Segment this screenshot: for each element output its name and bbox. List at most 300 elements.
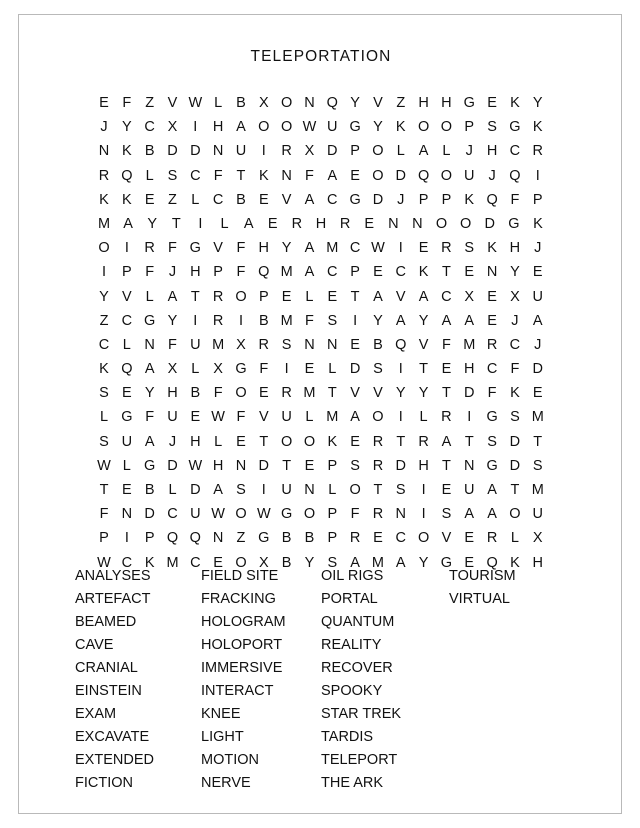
grid-cell[interactable]: E [464,264,475,281]
grid-cell[interactable]: L [191,191,200,208]
grid-cell[interactable]: Q [121,361,133,378]
grid-cell[interactable]: Q [258,264,270,281]
grid-cell[interactable]: V [213,240,223,257]
grid-cell[interactable]: R [418,433,429,450]
grid-cell[interactable]: Y [395,385,406,402]
grid-cell[interactable]: V [395,288,406,305]
grid-cell[interactable]: K [121,143,132,160]
grid-cell[interactable]: I [398,361,403,378]
grid-cell[interactable]: F [236,409,246,426]
grid-cell[interactable]: M [303,385,316,402]
grid-cell[interactable]: S [350,457,360,474]
grid-cell[interactable]: D [144,506,155,523]
grid-cell[interactable]: X [167,361,178,378]
grid-cell[interactable]: Y [304,554,315,571]
grid-cell[interactable]: A [144,361,155,378]
grid-cell[interactable]: E [418,240,429,257]
grid-cell[interactable]: L [305,288,314,305]
grid-cell[interactable]: O [460,215,472,232]
grid-cell[interactable]: P [327,506,338,523]
grid-cell[interactable]: O [372,167,384,184]
grid-cell[interactable]: F [441,336,451,353]
word-list-item[interactable]: QUANTUM [321,614,395,630]
grid-cell[interactable]: K [395,119,406,136]
grid-cell[interactable]: J [168,433,177,450]
grid-cell[interactable]: V [418,336,429,353]
grid-cell[interactable]: S [327,312,338,329]
grid-cell[interactable]: R [532,143,543,160]
grid-cell[interactable]: D [509,433,521,450]
grid-cell[interactable]: B [373,336,383,353]
grid-cell[interactable]: U [235,143,247,160]
grid-cell[interactable]: M [212,336,225,353]
grid-cell[interactable]: C [349,240,361,257]
grid-cell[interactable]: A [123,215,133,232]
grid-cell[interactable]: I [398,409,403,426]
word-list-item[interactable]: FICTION [75,775,133,791]
grid-cell[interactable]: L [168,482,177,498]
grid-cell[interactable]: K [121,191,132,208]
grid-cell[interactable]: S [99,433,109,450]
grid-cell[interactable]: A [144,433,155,450]
grid-cell[interactable]: N [121,506,133,523]
grid-cell[interactable]: P [327,530,338,547]
grid-cell[interactable]: K [258,167,269,184]
word-list-item[interactable]: HOLOPORT [201,637,283,653]
grid-cell[interactable]: V [373,95,383,111]
grid-cell[interactable]: B [236,95,246,111]
grid-cell[interactable]: R [372,433,384,450]
grid-cell[interactable]: C [486,361,498,378]
grid-cell[interactable]: F [236,264,246,281]
grid-cell[interactable]: I [193,312,198,329]
grid-cell[interactable]: A [418,288,429,305]
grid-cell[interactable]: F [213,167,223,184]
grid-cell[interactable]: J [100,119,108,136]
grid-cell[interactable]: R [486,336,498,353]
grid-cell[interactable]: R [281,385,292,402]
grid-cell[interactable]: T [190,288,200,305]
grid-cell[interactable]: E [441,361,452,378]
grid-cell[interactable]: L [145,288,154,305]
grid-cell[interactable]: F [236,240,246,257]
grid-cell[interactable]: P [350,264,360,281]
word-list-item[interactable]: SPOOKY [321,683,383,699]
grid-cell[interactable]: D [190,143,201,160]
grid-cell[interactable]: T [533,433,543,450]
grid-cell[interactable]: J [534,240,542,257]
grid-cell[interactable]: V [281,191,292,208]
grid-cell[interactable]: P [121,264,132,281]
grid-cell[interactable]: I [467,409,472,426]
word-list-item[interactable]: NERVE [201,775,251,791]
grid-cell[interactable]: G [508,215,520,232]
word-list-item[interactable]: TARDIS [321,729,374,745]
grid-cell[interactable]: L [191,361,200,378]
grid-cell[interactable]: E [304,457,315,474]
word-list-item[interactable]: ANALYSES [75,568,151,584]
grid-cell[interactable]: U [281,409,292,426]
grid-cell[interactable]: K [418,264,429,281]
grid-cell[interactable]: A [243,215,254,232]
grid-cell[interactable]: K [464,191,475,208]
grid-cell[interactable]: M [531,409,544,426]
grid-cell[interactable]: G [121,409,133,426]
grid-cell[interactable]: V [350,385,360,402]
grid-cell[interactable]: P [418,191,429,208]
grid-cell[interactable]: E [441,482,452,498]
grid-cell[interactable]: T [441,264,451,281]
grid-cell[interactable]: W [371,240,385,257]
grid-cell[interactable]: C [509,336,521,353]
grid-cell[interactable]: P [213,264,223,281]
grid-cell[interactable]: B [236,191,246,208]
grid-cell[interactable]: S [167,167,178,184]
grid-cell[interactable]: E [350,433,360,450]
grid-cell[interactable]: R [281,143,292,160]
grid-cell[interactable]: A [487,506,497,523]
grid-cell[interactable]: E [213,554,223,571]
grid-cell[interactable]: Y [281,240,292,257]
grid-cell[interactable]: V [441,530,452,547]
grid-cell[interactable]: W [97,554,111,571]
grid-cell[interactable]: M [326,409,339,426]
grid-cell[interactable]: O [258,119,270,136]
grid-cell[interactable]: H [509,240,521,257]
grid-cell[interactable]: A [395,312,406,329]
grid-cell[interactable]: R [349,530,361,547]
grid-cell[interactable]: F [350,506,360,523]
word-list-item[interactable]: THE ARK [321,775,384,791]
grid-cell[interactable]: H [258,240,270,257]
grid-cell[interactable]: Y [167,312,178,329]
grid-cell[interactable]: G [349,191,361,208]
grid-cell[interactable]: R [212,312,224,329]
grid-cell[interactable]: T [373,482,383,498]
grid-cell[interactable]: S [532,457,543,474]
grid-cell[interactable]: A [213,482,223,498]
grid-cell[interactable]: N [412,215,423,232]
grid-cell[interactable]: E [373,264,383,281]
grid-cell[interactable]: G [440,554,453,571]
grid-cell[interactable]: G [144,312,156,329]
grid-cell[interactable]: D [167,457,178,474]
grid-cell[interactable]: M [280,312,293,329]
grid-cell[interactable]: S [464,240,475,257]
grid-cell[interactable]: E [464,530,475,547]
grid-cell[interactable]: R [212,288,224,305]
grid-cell[interactable]: I [421,506,426,523]
grid-cell[interactable]: E [99,95,109,111]
word-list-item[interactable]: PORTAL [321,591,378,607]
grid-cell[interactable]: O [372,409,384,426]
grid-cell[interactable]: H [190,433,201,450]
grid-cell[interactable]: B [281,530,292,547]
grid-cell[interactable]: A [350,554,360,571]
grid-cell[interactable]: I [398,240,403,257]
grid-cell[interactable]: X [510,288,520,305]
grid-cell[interactable]: L [328,482,337,498]
grid-cell[interactable]: E [487,95,497,111]
grid-cell[interactable]: F [305,167,314,184]
grid-cell[interactable]: U [190,336,201,353]
grid-cell[interactable]: Z [236,530,246,547]
grid-cell[interactable]: A [167,288,178,305]
grid-cell[interactable]: A [373,288,383,305]
grid-cell[interactable]: C [190,554,201,571]
grid-cell[interactable]: J [511,312,519,329]
grid-cell[interactable]: Y [418,385,429,402]
grid-cell[interactable]: H [212,119,224,136]
grid-cell[interactable]: E [258,191,269,208]
grid-cell[interactable]: D [532,361,543,378]
grid-cell[interactable]: Y [121,119,132,136]
grid-cell[interactable]: R [486,530,498,547]
grid-cell[interactable]: S [487,119,497,136]
grid-cell[interactable]: D [349,361,361,378]
grid-cell[interactable]: T [350,288,360,305]
grid-cell[interactable]: C [167,506,178,523]
grid-cell[interactable]: S [373,361,383,378]
grid-cell[interactable]: P [464,119,475,136]
grid-cell[interactable]: E [121,385,132,402]
grid-cell[interactable]: Q [486,191,498,208]
grid-cell[interactable]: X [532,530,543,547]
grid-cell[interactable]: A [304,240,315,257]
grid-cell[interactable]: M [280,264,293,281]
grid-cell[interactable]: C [121,554,133,571]
grid-cell[interactable]: B [144,143,155,160]
grid-cell[interactable]: R [339,215,351,232]
grid-cell[interactable]: O [303,433,316,450]
grid-cell[interactable]: A [236,119,246,136]
grid-cell[interactable]: D [464,385,475,402]
grid-cell[interactable]: B [304,530,315,547]
grid-cell[interactable]: C [121,312,133,329]
grid-cell[interactable]: O [235,554,247,571]
grid-cell[interactable]: X [464,288,475,305]
word-list-item[interactable]: EINSTEIN [75,683,142,699]
grid-cell[interactable]: I [198,215,203,232]
grid-cell[interactable]: F [145,409,155,426]
grid-cell[interactable]: M [97,215,111,232]
grid-cell[interactable]: V [121,288,132,305]
grid-cell[interactable]: K [99,191,109,208]
grid-cell[interactable]: T [259,433,269,450]
word-list-item[interactable]: STAR TREK [321,706,402,722]
grid-cell[interactable]: C [98,336,110,353]
grid-cell[interactable]: J [465,143,473,160]
grid-cell[interactable]: X [236,336,246,353]
grid-cell[interactable]: E [190,409,201,426]
grid-cell[interactable]: R [441,240,452,257]
grid-cell[interactable]: B [144,482,155,498]
grid-cell[interactable]: T [441,385,451,402]
grid-cell[interactable]: E [350,167,360,184]
grid-cell[interactable]: L [214,433,223,450]
word-list-item[interactable]: RECOVER [321,660,393,676]
grid-cell[interactable]: E [281,288,292,305]
grid-cell[interactable]: H [441,95,452,111]
grid-cell[interactable]: T [441,457,451,474]
grid-cell[interactable]: Q [486,554,498,571]
grid-cell[interactable]: J [488,167,496,184]
grid-cell[interactable]: K [533,215,543,232]
grid-cell[interactable]: Z [396,95,406,111]
grid-cell[interactable]: R [372,506,384,523]
grid-cell[interactable]: Y [144,385,155,402]
grid-cell[interactable]: L [510,530,519,547]
grid-cell[interactable]: G [235,361,247,378]
grid-cell[interactable]: V [258,409,269,426]
grid-cell[interactable]: P [258,288,269,305]
grid-cell[interactable]: P [441,191,452,208]
grid-cell[interactable]: O [509,506,521,523]
grid-cell[interactable]: A [418,143,429,160]
grid-cell[interactable]: E [236,433,246,450]
grid-cell[interactable]: C [509,143,521,160]
grid-cell[interactable]: L [122,336,131,353]
grid-cell[interactable]: W [188,95,203,111]
grid-cell[interactable]: O [349,482,361,498]
grid-cell[interactable]: T [171,215,181,232]
grid-cell[interactable]: Q [189,530,201,547]
grid-cell[interactable]: R [144,240,155,257]
grid-cell[interactable]: K [144,554,155,571]
grid-cell[interactable]: A [441,433,452,450]
grid-cell[interactable]: T [236,167,246,184]
grid-cell[interactable]: J [534,336,542,353]
grid-cell[interactable]: D [484,215,495,232]
grid-cell[interactable]: Q [121,167,133,184]
grid-cell[interactable]: C [190,167,201,184]
grid-cell[interactable]: E [350,336,360,353]
grid-cell[interactable]: S [441,506,452,523]
grid-cell[interactable]: N [304,95,315,111]
word-list-item[interactable]: IMMERSIVE [201,660,283,676]
grid-cell[interactable]: Y [147,215,158,232]
grid-cell[interactable]: Y [418,554,429,571]
grid-cell[interactable]: H [167,385,178,402]
grid-cell[interactable]: P [532,191,543,208]
grid-cell[interactable]: I [193,119,198,136]
grid-cell[interactable]: E [364,215,375,232]
grid-cell[interactable]: T [282,457,292,474]
grid-cell[interactable]: T [99,482,109,498]
grid-cell[interactable]: I [101,264,107,281]
grid-cell[interactable]: H [212,457,224,474]
grid-cell[interactable]: V [167,95,178,111]
grid-cell[interactable]: W [302,119,317,136]
grid-cell[interactable]: V [373,385,383,402]
grid-cell[interactable]: E [267,215,278,232]
word-list-item[interactable]: TOURISM [449,568,516,584]
grid-cell[interactable]: O [372,143,384,160]
word-list-item[interactable]: CAVE [75,637,114,653]
grid-cell[interactable]: I [238,312,243,329]
grid-cell[interactable]: I [535,167,540,184]
grid-cell[interactable]: Q [395,336,407,353]
grid-cell[interactable]: E [121,482,132,498]
grid-cell[interactable]: F [305,312,314,329]
grid-cell[interactable]: F [487,385,497,402]
grid-cell[interactable]: Y [373,119,383,136]
grid-cell[interactable]: L [396,143,405,160]
grid-cell[interactable]: E [327,288,338,305]
grid-cell[interactable]: T [510,482,520,498]
grid-cell[interactable]: U [327,119,338,136]
grid-cell[interactable]: C [395,264,406,281]
grid-cell[interactable]: Z [168,191,177,208]
grid-cell[interactable]: W [211,506,225,523]
grid-cell[interactable]: K [532,119,543,136]
grid-cell[interactable]: G [144,457,156,474]
word-list-item[interactable]: TELEPORT [321,752,398,768]
grid-cell[interactable]: G [349,119,361,136]
grid-cell[interactable]: O [303,506,316,523]
grid-cell[interactable]: O [280,119,293,136]
grid-cell[interactable]: C [395,530,406,547]
grid-cell[interactable]: A [464,506,475,523]
grid-cell[interactable]: X [213,361,223,378]
grid-cell[interactable]: S [327,554,338,571]
grid-cell[interactable]: U [532,506,543,523]
grid-cell[interactable]: F [145,264,155,281]
grid-cell[interactable]: M [463,336,476,353]
grid-cell[interactable]: E [532,385,543,402]
grid-cell[interactable]: O [435,215,448,232]
grid-cell[interactable]: A [487,482,497,498]
grid-cell[interactable]: J [168,264,177,281]
grid-cell[interactable]: A [464,312,475,329]
grid-cell[interactable]: F [213,385,223,402]
grid-cell[interactable]: C [212,191,224,208]
grid-cell[interactable]: A [327,167,338,184]
grid-cell[interactable]: H [418,457,429,474]
grid-cell[interactable]: W [97,457,111,474]
grid-cell[interactable]: A [395,554,406,571]
grid-cell[interactable]: B [281,554,292,571]
grid-cell[interactable]: E [373,530,383,547]
grid-cell[interactable]: I [353,312,358,329]
grid-cell[interactable]: R [441,409,452,426]
grid-cell[interactable]: D [509,457,521,474]
grid-cell[interactable]: L [442,143,451,160]
grid-cell[interactable]: T [464,433,474,450]
grid-cell[interactable]: O [98,240,110,257]
grid-cell[interactable]: Y [99,288,109,305]
grid-cell[interactable]: K [510,385,520,402]
grid-cell[interactable]: M [531,482,544,498]
grid-cell[interactable]: B [258,312,269,329]
grid-cell[interactable]: H [418,95,429,111]
grid-cell[interactable]: R [98,167,110,184]
grid-cell[interactable]: F [168,240,177,257]
word-list-item[interactable]: BEAMED [75,614,137,630]
grid-cell[interactable]: C [327,264,338,281]
grid-cell[interactable]: S [510,409,520,426]
grid-cell[interactable]: E [532,264,543,281]
grid-cell[interactable]: D [258,457,270,474]
grid-cell[interactable]: N [304,336,315,353]
grid-cell[interactable]: Y [350,95,360,111]
grid-cell[interactable]: X [258,95,269,111]
grid-cell[interactable]: T [396,433,406,450]
grid-cell[interactable]: G [280,506,293,523]
grid-cell[interactable]: R [258,336,270,353]
grid-cell[interactable]: O [235,385,247,402]
grid-cell[interactable]: P [99,530,109,547]
